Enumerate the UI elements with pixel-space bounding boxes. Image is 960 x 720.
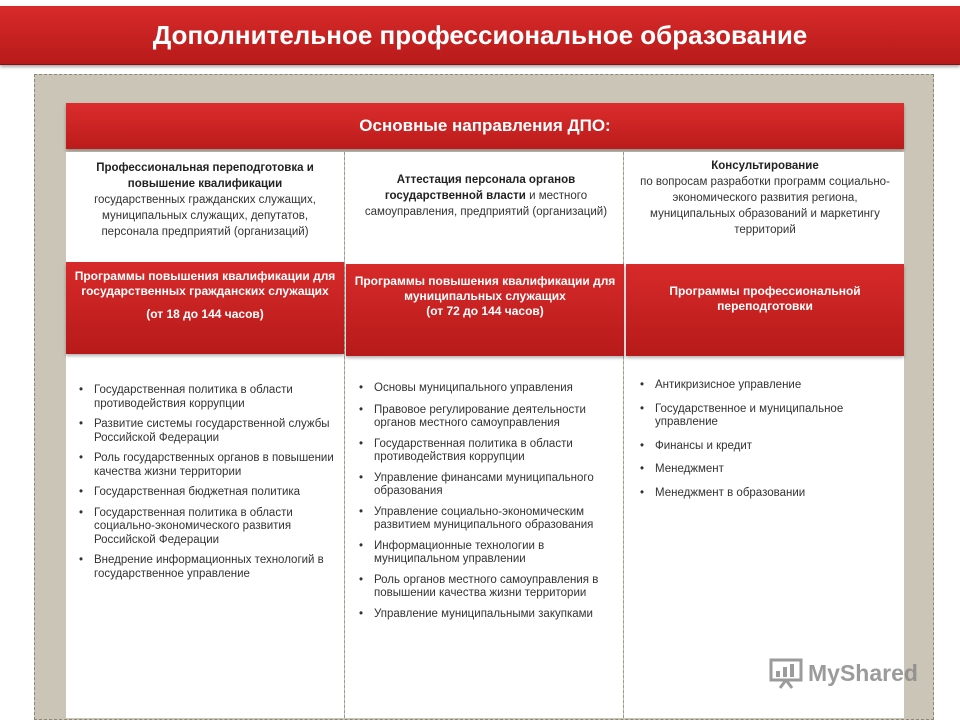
list-item: • Роль государственных органов в повышении качества жизни территории: [76, 452, 338, 479]
program-title: Программы повышения квалификации для муниципальных служащих: [354, 274, 616, 303]
section-banner: Основные направления ДПО:: [66, 103, 904, 149]
list-item: • Развитие системы государственной службы Российской Федерации: [76, 418, 338, 445]
program-list-3: [637, 379, 899, 507]
list-item: • Государственная политика в области социально-экономического развития Российской Федерации: [76, 507, 338, 548]
list-item: • Информационные технологии в муниципальном управлении: [356, 540, 622, 567]
column-divider: [623, 152, 624, 718]
page-title: Дополнительное профессиональное образование: [0, 6, 960, 65]
list-item: • Государственная политика в области противодействия коррупции: [356, 438, 622, 465]
watermark-text: MyShared: [808, 659, 918, 686]
list-item: • Государственная бюджетная политика: [76, 486, 338, 500]
list-item: • Основы муниципального управления: [356, 382, 622, 396]
direction-description: [72, 160, 338, 240]
program-hours: (от 72 до 144 часов): [426, 304, 544, 318]
list-item: • Роль органов местного самоуправления в повышении качества жизни территории: [356, 574, 622, 601]
program-header-3: [626, 264, 904, 356]
direction-heading: Консультирование: [711, 160, 819, 172]
list-item: • Менеджмент: [637, 463, 899, 477]
program-list-1: [76, 384, 338, 588]
list-item: • Управление муниципальными закупками: [356, 608, 622, 622]
watermark: [768, 656, 918, 690]
program-header-2: [346, 264, 624, 356]
direction-description: [632, 158, 898, 238]
list-item: • Управление социально-экономическим развитием муниципального образования: [356, 506, 622, 533]
program-title: Программы повышения квалификации для государственных гражданских служащих: [74, 269, 336, 298]
list-item: • Управление финансами муниципального образования: [356, 472, 622, 499]
presentation-icon: [768, 657, 804, 689]
program-title: Программы профессиональной переподготовки: [669, 284, 861, 313]
list-item: • Внедрение информационных технологий в государственное управление: [76, 554, 338, 581]
list-item: • Правовое регулирование деятельности органов местного самоуправления: [356, 404, 622, 431]
direction-heading: Профессиональная переподготовка и повышение квалификации: [96, 162, 314, 190]
direction-text: государственных гражданских служащих, муниципальных служащих, депутатов, персонала предприятий (организаций): [94, 194, 316, 238]
list-item: • Антикризисное управление: [637, 379, 899, 393]
list-item: • Финансы и кредит: [637, 440, 899, 454]
program-list-2: [356, 382, 622, 628]
program-header-1: [66, 262, 344, 354]
direction-text: и местного самоуправления, предприятий (организаций): [364, 190, 608, 218]
direction-text: по вопросам разработки программ социально-экономического развития региона, муниципальных образований и маркетингу территорий: [640, 176, 890, 236]
list-item: • Государственное и муниципальное управление: [637, 403, 899, 430]
direction-heading: Аттестация персонала органов государственной власти: [384, 174, 576, 202]
program-hours: (от 18 до 144 часов): [146, 307, 264, 321]
column-divider: [344, 152, 345, 718]
direction-description: [355, 172, 617, 220]
list-item: • Менеджмент в образовании: [637, 487, 899, 501]
list-item: • Государственная политика в области противодействия коррупции: [76, 384, 338, 411]
